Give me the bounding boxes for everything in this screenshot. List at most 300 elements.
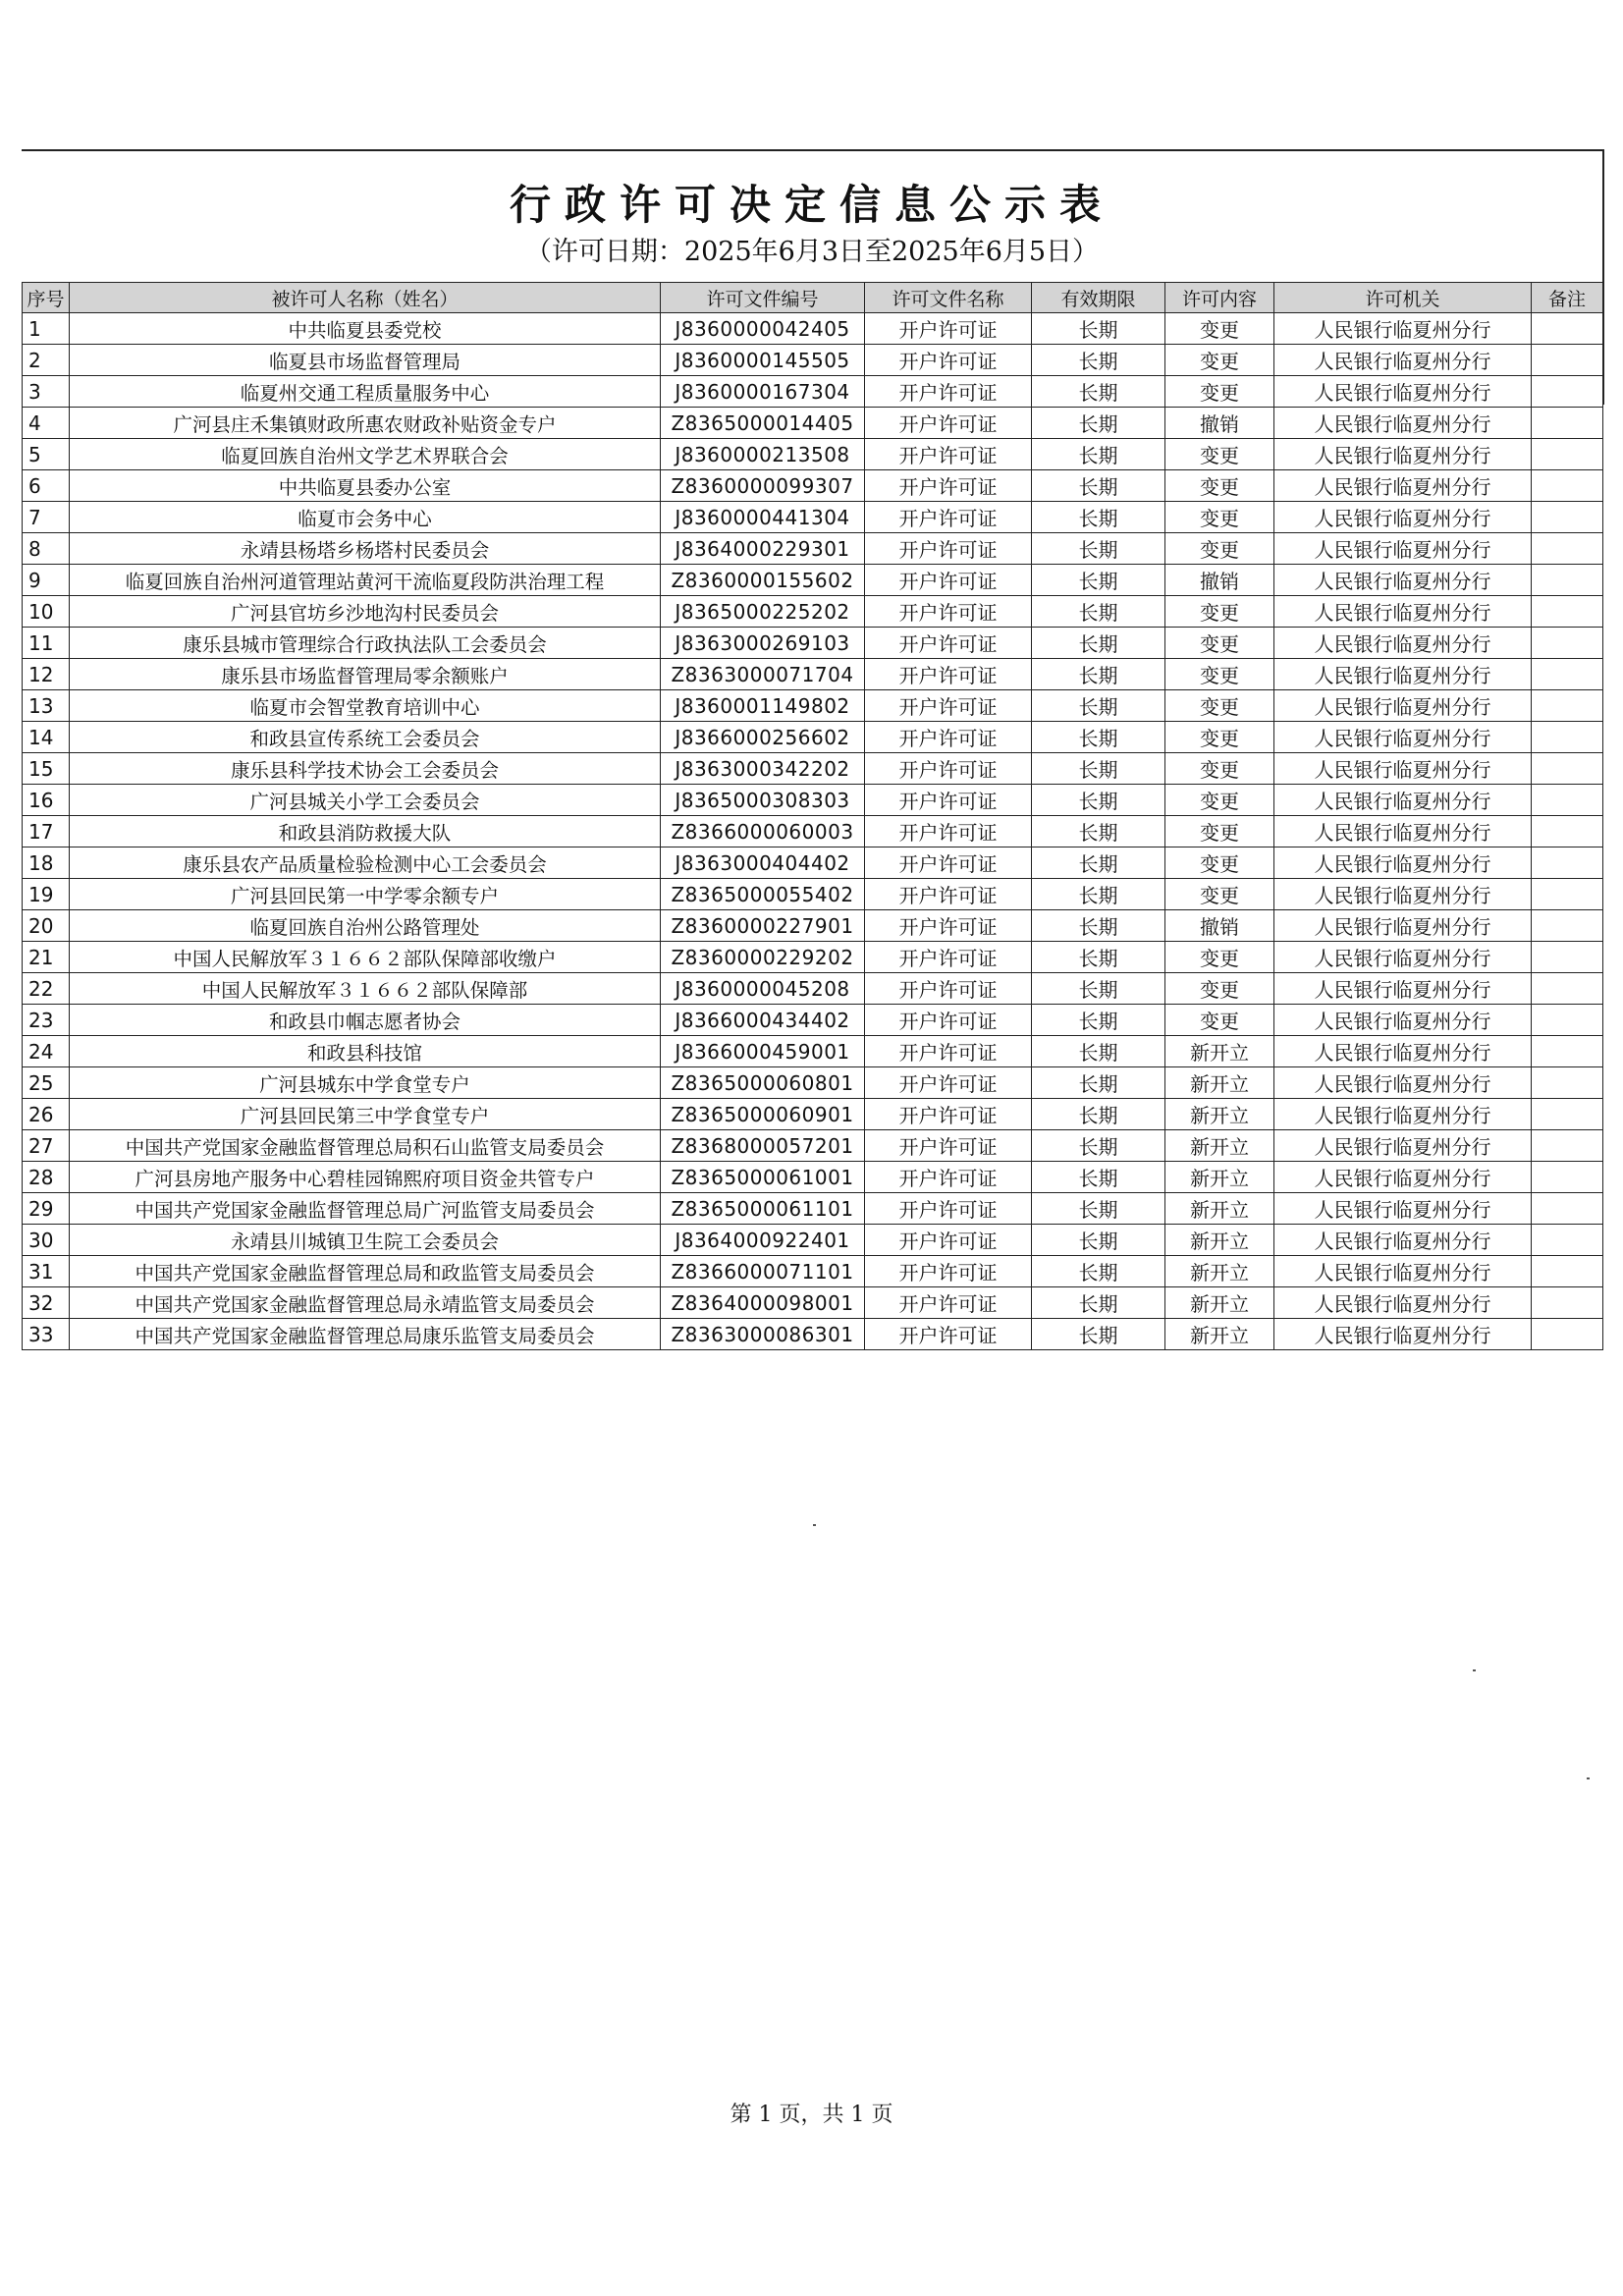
cell-doc-number: J8365000308303 [661, 785, 865, 816]
cell-authority: 人民银行临夏州分行 [1274, 439, 1532, 470]
cell-authority: 人民银行临夏州分行 [1274, 1225, 1532, 1256]
cell-licensee-name: 广河县官坊乡沙地沟村民委员会 [70, 596, 661, 628]
cell-doc-number: Z8364000098001 [661, 1287, 865, 1319]
cell-doc-number: Z8368000057201 [661, 1130, 865, 1162]
cell-validity: 长期 [1032, 439, 1165, 470]
cell-content: 变更 [1165, 973, 1274, 1005]
cell-authority: 人民银行临夏州分行 [1274, 376, 1532, 408]
cell-remarks [1532, 910, 1603, 942]
cell-validity: 长期 [1032, 565, 1165, 596]
page-number: 第 1 页，共 1 页 [730, 2103, 893, 2127]
cell-doc-number: J8363000269103 [661, 628, 865, 659]
cell-validity: 长期 [1032, 816, 1165, 847]
cell-content: 变更 [1165, 785, 1274, 816]
cell-remarks [1532, 1319, 1603, 1350]
cell-validity: 长期 [1032, 313, 1165, 345]
cell-licensee-name: 永靖县川城镇卫生院工会委员会 [70, 1225, 661, 1256]
cell-index: 18 [23, 847, 70, 879]
cell-index: 29 [23, 1193, 70, 1225]
table-row [23, 533, 1603, 565]
cell-remarks [1532, 502, 1603, 533]
cell-doc-number: J8366000459001 [661, 1036, 865, 1067]
cell-content: 变更 [1165, 879, 1274, 910]
cell-doc-name: 开户许可证 [865, 1193, 1032, 1225]
cell-authority: 人民银行临夏州分行 [1274, 628, 1532, 659]
scan-speck [813, 1524, 816, 1526]
cell-doc-name: 开户许可证 [865, 502, 1032, 533]
cell-doc-number: Z8360000229202 [661, 942, 865, 973]
cell-remarks [1532, 942, 1603, 973]
table-row [23, 910, 1603, 942]
cell-doc-number: Z8365000060901 [661, 1099, 865, 1130]
cell-doc-number: Z8365000061001 [661, 1162, 865, 1193]
table-row [23, 1193, 1603, 1225]
table-row [23, 1099, 1603, 1130]
cell-index: 9 [23, 565, 70, 596]
cell-validity: 长期 [1032, 910, 1165, 942]
cell-licensee-name: 和政县宣传系统工会委员会 [70, 722, 661, 753]
cell-doc-name: 开户许可证 [865, 439, 1032, 470]
cell-doc-number: J8366000434402 [661, 1005, 865, 1036]
cell-authority: 人民银行临夏州分行 [1274, 533, 1532, 565]
cell-doc-name: 开户许可证 [865, 1099, 1032, 1130]
cell-authority: 人民银行临夏州分行 [1274, 1130, 1532, 1162]
table-body [23, 313, 1603, 1350]
cell-authority: 人民银行临夏州分行 [1274, 690, 1532, 722]
cell-index: 4 [23, 408, 70, 439]
cell-remarks [1532, 1287, 1603, 1319]
cell-licensee-name: 康乐县市场监督管理局零余额账户 [70, 659, 661, 690]
cell-doc-name: 开户许可证 [865, 722, 1032, 753]
cell-authority: 人民银行临夏州分行 [1274, 753, 1532, 785]
cell-licensee-name: 中国共产党国家金融监督管理总局康乐监管支局委员会 [70, 1319, 661, 1350]
cell-content: 变更 [1165, 502, 1274, 533]
cell-remarks [1532, 1256, 1603, 1287]
cell-index: 7 [23, 502, 70, 533]
cell-doc-number: J8360000441304 [661, 502, 865, 533]
cell-index: 16 [23, 785, 70, 816]
cell-doc-number: J8365000225202 [661, 596, 865, 628]
table-row [23, 1225, 1603, 1256]
cell-remarks [1532, 533, 1603, 565]
cell-validity: 长期 [1032, 376, 1165, 408]
cell-licensee-name: 临夏市会务中心 [70, 502, 661, 533]
cell-validity: 长期 [1032, 1193, 1165, 1225]
cell-licensee-name: 和政县科技馆 [70, 1036, 661, 1067]
cell-validity: 长期 [1032, 533, 1165, 565]
cell-authority: 人民银行临夏州分行 [1274, 942, 1532, 973]
table-row [23, 408, 1603, 439]
table-row [23, 1005, 1603, 1036]
cell-doc-number: Z8366000060003 [661, 816, 865, 847]
cell-authority: 人民银行临夏州分行 [1274, 1162, 1532, 1193]
cell-remarks [1532, 1036, 1603, 1067]
cell-index: 11 [23, 628, 70, 659]
cell-index: 27 [23, 1130, 70, 1162]
cell-doc-number: Z8365000061101 [661, 1193, 865, 1225]
table-row [23, 1256, 1603, 1287]
cell-licensee-name: 广河县回民第三中学食堂专户 [70, 1099, 661, 1130]
cell-licensee-name: 临夏回族自治州文学艺术界联合会 [70, 439, 661, 470]
cell-content: 新开立 [1165, 1193, 1274, 1225]
cell-doc-number: J8360001149802 [661, 690, 865, 722]
cell-authority: 人民银行临夏州分行 [1274, 1256, 1532, 1287]
cell-remarks [1532, 1130, 1603, 1162]
cell-licensee-name: 中共临夏县委办公室 [70, 470, 661, 502]
cell-index: 24 [23, 1036, 70, 1067]
cell-doc-name: 开户许可证 [865, 1005, 1032, 1036]
cell-doc-name: 开户许可证 [865, 565, 1032, 596]
cell-index: 32 [23, 1287, 70, 1319]
cell-doc-number: Z8365000055402 [661, 879, 865, 910]
cell-validity: 长期 [1032, 1287, 1165, 1319]
cell-doc-number: J8360000042405 [661, 313, 865, 345]
cell-doc-name: 开户许可证 [865, 659, 1032, 690]
cell-authority: 人民银行临夏州分行 [1274, 879, 1532, 910]
cell-licensee-name: 临夏县市场监督管理局 [70, 345, 661, 376]
cell-index: 8 [23, 533, 70, 565]
table-row [23, 502, 1603, 533]
cell-index: 15 [23, 753, 70, 785]
cell-licensee-name: 中共临夏县委党校 [70, 313, 661, 345]
cell-doc-name: 开户许可证 [865, 470, 1032, 502]
cell-remarks [1532, 408, 1603, 439]
cell-authority: 人民银行临夏州分行 [1274, 1287, 1532, 1319]
cell-doc-name: 开户许可证 [865, 1162, 1032, 1193]
cell-validity: 长期 [1032, 1130, 1165, 1162]
cell-authority: 人民银行临夏州分行 [1274, 470, 1532, 502]
cell-remarks [1532, 1099, 1603, 1130]
cell-remarks [1532, 785, 1603, 816]
cell-content: 新开立 [1165, 1225, 1274, 1256]
table-row [23, 816, 1603, 847]
cell-doc-name: 开户许可证 [865, 1225, 1032, 1256]
cell-index: 20 [23, 910, 70, 942]
cell-index: 28 [23, 1162, 70, 1193]
cell-index: 22 [23, 973, 70, 1005]
cell-authority: 人民银行临夏州分行 [1274, 1099, 1532, 1130]
header-col-validity: 有效期限 [1032, 283, 1165, 313]
cell-licensee-name: 广河县房地产服务中心碧桂园锦熙府项目资金共管专户 [70, 1162, 661, 1193]
cell-doc-number: J8366000256602 [661, 722, 865, 753]
cell-index: 13 [23, 690, 70, 722]
cell-doc-name: 开户许可证 [865, 313, 1032, 345]
cell-index: 3 [23, 376, 70, 408]
date-range-subtitle: （许可日期：2025年6月3日至2025年6月5日） [524, 237, 1100, 267]
header-col-licensee-name: 被许可人名称（姓名） [70, 283, 661, 313]
cell-licensee-name: 康乐县城市管理综合行政执法队工会委员会 [70, 628, 661, 659]
cell-remarks [1532, 1193, 1603, 1225]
cell-content: 变更 [1165, 816, 1274, 847]
cell-doc-name: 开户许可证 [865, 1036, 1032, 1067]
cell-content: 变更 [1165, 596, 1274, 628]
cell-index: 10 [23, 596, 70, 628]
cell-remarks [1532, 376, 1603, 408]
table-row [23, 942, 1603, 973]
cell-authority: 人民银行临夏州分行 [1274, 1005, 1532, 1036]
cell-licensee-name: 康乐县科学技术协会工会委员会 [70, 753, 661, 785]
cell-remarks [1532, 470, 1603, 502]
table-row [23, 628, 1603, 659]
cell-remarks [1532, 659, 1603, 690]
cell-content: 变更 [1165, 847, 1274, 879]
cell-doc-name: 开户许可证 [865, 847, 1032, 879]
cell-validity: 长期 [1032, 1067, 1165, 1099]
scan-speck [1587, 1777, 1590, 1779]
cell-validity: 长期 [1032, 1036, 1165, 1067]
cell-content: 变更 [1165, 722, 1274, 753]
cell-content: 变更 [1165, 690, 1274, 722]
cell-remarks [1532, 439, 1603, 470]
cell-authority: 人民银行临夏州分行 [1274, 973, 1532, 1005]
cell-content: 新开立 [1165, 1099, 1274, 1130]
cell-validity: 长期 [1032, 1099, 1165, 1130]
cell-doc-name: 开户许可证 [865, 816, 1032, 847]
cell-validity: 长期 [1032, 628, 1165, 659]
cell-authority: 人民银行临夏州分行 [1274, 847, 1532, 879]
scan-speck [1473, 1669, 1476, 1671]
cell-licensee-name: 临夏州交通工程质量服务中心 [70, 376, 661, 408]
cell-validity: 长期 [1032, 847, 1165, 879]
cell-validity: 长期 [1032, 659, 1165, 690]
cell-licensee-name: 中国人民解放军３１６６２部队保障部 [70, 973, 661, 1005]
cell-content: 新开立 [1165, 1287, 1274, 1319]
cell-validity: 长期 [1032, 1162, 1165, 1193]
cell-index: 6 [23, 470, 70, 502]
cell-validity: 长期 [1032, 1319, 1165, 1350]
cell-validity: 长期 [1032, 408, 1165, 439]
cell-content: 变更 [1165, 345, 1274, 376]
cell-content: 变更 [1165, 628, 1274, 659]
cell-index: 2 [23, 345, 70, 376]
cell-doc-number: J8363000404402 [661, 847, 865, 879]
cell-content: 新开立 [1165, 1036, 1274, 1067]
cell-doc-name: 开户许可证 [865, 1067, 1032, 1099]
table-row [23, 847, 1603, 879]
cell-index: 25 [23, 1067, 70, 1099]
cell-validity: 长期 [1032, 879, 1165, 910]
cell-doc-number: Z8365000014405 [661, 408, 865, 439]
cell-remarks [1532, 1162, 1603, 1193]
table-row [23, 376, 1603, 408]
cell-authority: 人民银行临夏州分行 [1274, 596, 1532, 628]
cell-doc-number: Z8360000155602 [661, 565, 865, 596]
table-row [23, 1162, 1603, 1193]
cell-licensee-name: 广河县城关小学工会委员会 [70, 785, 661, 816]
table-row [23, 753, 1603, 785]
cell-doc-name: 开户许可证 [865, 376, 1032, 408]
cell-doc-number: J8360000145505 [661, 345, 865, 376]
cell-doc-name: 开户许可证 [865, 345, 1032, 376]
cell-licensee-name: 中国共产党国家金融监督管理总局积石山监管支局委员会 [70, 1130, 661, 1162]
cell-doc-name: 开户许可证 [865, 596, 1032, 628]
cell-authority: 人民银行临夏州分行 [1274, 816, 1532, 847]
cell-doc-name: 开户许可证 [865, 785, 1032, 816]
cell-authority: 人民银行临夏州分行 [1274, 502, 1532, 533]
cell-doc-number: Z8366000071101 [661, 1256, 865, 1287]
cell-remarks [1532, 690, 1603, 722]
cell-authority: 人民银行临夏州分行 [1274, 1193, 1532, 1225]
cell-remarks [1532, 596, 1603, 628]
cell-validity: 长期 [1032, 753, 1165, 785]
table-row [23, 1319, 1603, 1350]
cell-authority: 人民银行临夏州分行 [1274, 313, 1532, 345]
cell-content: 变更 [1165, 313, 1274, 345]
cell-doc-name: 开户许可证 [865, 910, 1032, 942]
cell-index: 30 [23, 1225, 70, 1256]
cell-index: 5 [23, 439, 70, 470]
cell-remarks [1532, 879, 1603, 910]
table-row [23, 313, 1603, 345]
cell-authority: 人民银行临夏州分行 [1274, 345, 1532, 376]
table-row [23, 722, 1603, 753]
header-col-remarks: 备注 [1532, 283, 1603, 313]
cell-content: 变更 [1165, 1005, 1274, 1036]
cell-content: 变更 [1165, 439, 1274, 470]
cell-index: 17 [23, 816, 70, 847]
cell-validity: 长期 [1032, 1005, 1165, 1036]
cell-remarks [1532, 816, 1603, 847]
cell-doc-name: 开户许可证 [865, 1130, 1032, 1162]
cell-doc-number: Z8363000071704 [661, 659, 865, 690]
cell-remarks [1532, 973, 1603, 1005]
cell-doc-name: 开户许可证 [865, 628, 1032, 659]
cell-content: 新开立 [1165, 1256, 1274, 1287]
cell-validity: 长期 [1032, 942, 1165, 973]
cell-validity: 长期 [1032, 470, 1165, 502]
cell-remarks [1532, 722, 1603, 753]
table-row [23, 879, 1603, 910]
cell-licensee-name: 和政县巾帼志愿者协会 [70, 1005, 661, 1036]
cell-licensee-name: 广河县庄禾集镇财政所惠农财政补贴资金专户 [70, 408, 661, 439]
cell-validity: 长期 [1032, 722, 1165, 753]
cell-doc-name: 开户许可证 [865, 533, 1032, 565]
cell-remarks [1532, 628, 1603, 659]
table-row [23, 1287, 1603, 1319]
cell-content: 新开立 [1165, 1067, 1274, 1099]
table-header-row [23, 283, 1603, 313]
cell-doc-name: 开户许可证 [865, 690, 1032, 722]
table-row [23, 565, 1603, 596]
cell-remarks [1532, 847, 1603, 879]
cell-content: 变更 [1165, 659, 1274, 690]
cell-doc-name: 开户许可证 [865, 753, 1032, 785]
header-col-content: 许可内容 [1165, 283, 1274, 313]
cell-licensee-name: 中国人民解放军３１６６２部队保障部收缴户 [70, 942, 661, 973]
cell-remarks [1532, 1067, 1603, 1099]
cell-licensee-name: 永靖县杨塔乡杨塔村民委员会 [70, 533, 661, 565]
cell-content: 新开立 [1165, 1319, 1274, 1350]
table-row [23, 690, 1603, 722]
cell-index: 14 [23, 722, 70, 753]
cell-validity: 长期 [1032, 502, 1165, 533]
cell-authority: 人民银行临夏州分行 [1274, 722, 1532, 753]
cell-validity: 长期 [1032, 1225, 1165, 1256]
table-row [23, 785, 1603, 816]
cell-remarks [1532, 1005, 1603, 1036]
page-title: 行政许可决定信息公示表 [509, 181, 1114, 229]
cell-index: 33 [23, 1319, 70, 1350]
cell-authority: 人民银行临夏州分行 [1274, 1319, 1532, 1350]
cell-doc-name: 开户许可证 [865, 408, 1032, 439]
cell-validity: 长期 [1032, 1256, 1165, 1287]
cell-doc-number: Z8363000086301 [661, 1319, 865, 1350]
cell-authority: 人民银行临夏州分行 [1274, 565, 1532, 596]
table-row [23, 596, 1603, 628]
cell-licensee-name: 广河县城东中学食堂专户 [70, 1067, 661, 1099]
cell-authority: 人民银行临夏州分行 [1274, 785, 1532, 816]
cell-authority: 人民银行临夏州分行 [1274, 659, 1532, 690]
cell-doc-name: 开户许可证 [865, 942, 1032, 973]
cell-index: 26 [23, 1099, 70, 1130]
cell-doc-name: 开户许可证 [865, 879, 1032, 910]
cell-validity: 长期 [1032, 345, 1165, 376]
cell-index: 1 [23, 313, 70, 345]
table-row [23, 1067, 1603, 1099]
cell-index: 12 [23, 659, 70, 690]
cell-index: 23 [23, 1005, 70, 1036]
cell-doc-number: Z8360000227901 [661, 910, 865, 942]
table-row [23, 973, 1603, 1005]
cell-doc-number: Z8365000060801 [661, 1067, 865, 1099]
cell-licensee-name: 中国共产党国家金融监督管理总局永靖监管支局委员会 [70, 1287, 661, 1319]
table-row [23, 1036, 1603, 1067]
cell-licensee-name: 临夏回族自治州公路管理处 [70, 910, 661, 942]
table-row [23, 1130, 1603, 1162]
cell-remarks [1532, 313, 1603, 345]
cell-licensee-name: 广河县回民第一中学零余额专户 [70, 879, 661, 910]
cell-licensee-name: 中国共产党国家金融监督管理总局广河监管支局委员会 [70, 1193, 661, 1225]
header-col-authority: 许可机关 [1274, 283, 1532, 313]
cell-content: 新开立 [1165, 1130, 1274, 1162]
cell-doc-name: 开户许可证 [865, 973, 1032, 1005]
cell-content: 变更 [1165, 376, 1274, 408]
cell-licensee-name: 和政县消防救援大队 [70, 816, 661, 847]
license-table [22, 282, 1603, 1350]
cell-authority: 人民银行临夏州分行 [1274, 910, 1532, 942]
cell-content: 变更 [1165, 470, 1274, 502]
cell-doc-number: J8360000045208 [661, 973, 865, 1005]
cell-content: 变更 [1165, 942, 1274, 973]
cell-content: 撤销 [1165, 910, 1274, 942]
cell-validity: 长期 [1032, 973, 1165, 1005]
cell-doc-number: Z8360000099307 [661, 470, 865, 502]
cell-validity: 长期 [1032, 785, 1165, 816]
table-row [23, 470, 1603, 502]
cell-authority: 人民银行临夏州分行 [1274, 408, 1532, 439]
cell-content: 变更 [1165, 753, 1274, 785]
cell-index: 21 [23, 942, 70, 973]
cell-doc-name: 开户许可证 [865, 1256, 1032, 1287]
cell-remarks [1532, 565, 1603, 596]
cell-doc-number: J8363000342202 [661, 753, 865, 785]
cell-validity: 长期 [1032, 690, 1165, 722]
table-row [23, 659, 1603, 690]
cell-content: 撤销 [1165, 565, 1274, 596]
header-col-index: 序号 [23, 283, 70, 313]
cell-licensee-name: 临夏回族自治州河道管理站黄河干流临夏段防洪治理工程 [70, 565, 661, 596]
cell-licensee-name: 中国共产党国家金融监督管理总局和政监管支局委员会 [70, 1256, 661, 1287]
cell-validity: 长期 [1032, 596, 1165, 628]
cell-content: 撤销 [1165, 408, 1274, 439]
cell-doc-number: J8364000229301 [661, 533, 865, 565]
cell-licensee-name: 康乐县农产品质量检验检测中心工会委员会 [70, 847, 661, 879]
cell-doc-number: J8364000922401 [661, 1225, 865, 1256]
table-row [23, 345, 1603, 376]
cell-doc-name: 开户许可证 [865, 1287, 1032, 1319]
table-row [23, 439, 1603, 470]
cell-index: 31 [23, 1256, 70, 1287]
